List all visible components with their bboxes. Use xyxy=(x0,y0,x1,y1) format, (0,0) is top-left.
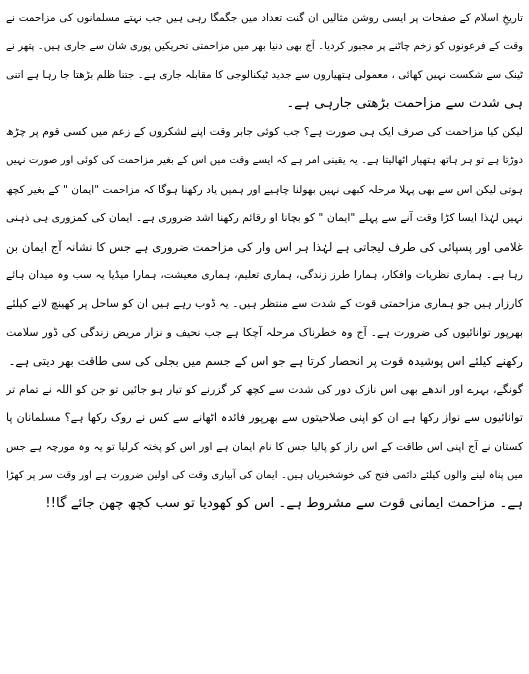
text-line: تاریخِ اسلام کے صفحات پر ایسی روشن مثالیں ان گنت تعداد میں جگمگا رہی ہیں جب نہتے مسلمانوں کی مزاحمت نے xyxy=(6,12,523,24)
text-line: توانائیوں سے نواز رکھا ہے ان کو اپنی صلاحیتوں سے بھرپور فائدہ اٹھانے سے کس نے روک رکھا ہے؟ مسلمانان پا xyxy=(6,411,523,425)
text-line: دوڑتا ہے تو ہر ہاتھ ہتھیار اٹھالیتا ہے۔ یہ یقینی امر ہے کہ ایسے وقت میں اس کے بغیر مزاحمت کی کوئی اور صورت نہیں xyxy=(6,154,523,166)
text-line: بھرپور توانائیوں کی ضرورت ہے۔ آج وہ خطرناک مرحلہ آچکا ہے جب نحیف و نزار مریض زندگی کی ڈور سلامت xyxy=(6,325,523,339)
text-line: نہیں لہٰذا ایسا کڑا وقت آنے سے پہلے "ایمان " کو بچانا او رقائم رکھنا اشد ضروری ہے۔ ایمان کی کمزوری ہی ذہنی xyxy=(6,211,523,225)
paragraph-history-of-resistance xyxy=(6,4,523,118)
text-line: وقت کے فرعونوں کو زخم چاٹنے پر مجبور کردیا۔ آج بھی دنیا بھر میں مزاحمتی تحریکیں پوری شان سے جاری ہیں۔ پتھر نے xyxy=(6,40,523,52)
text-line: میں پناہ لینے والوں کیلئے دائمی فتح کی خوشخبریاں ہیں۔ ایمان کی آبیاری وقت کی اولین ضرورت ہے اور وقت سر پر کھڑا xyxy=(6,469,523,481)
text-line: لیکن کیا مزاحمت کی صرف ایک ہی صورت ہے؟ جب کوئی جابر وقت اپنے لشکروں کے زعم میں کسی قوم پر چڑھ xyxy=(6,125,523,139)
text-line: ٹینک سے شکست نہیں کھائی ، معمولی ہتھیاروں سے جدید ٹیکنالوجی کا مقابلہ جاری ہے۔ جتنا ظلم بڑھتا جا رہا ہے اتنی xyxy=(6,69,523,82)
text-line: رہا ہے۔ ہماری نظریات وافکار، ہمارا طرز زندگی، ہماری تعلیم، ہماری معیشت، ہمارا میڈیا یہ سب وہ میدان ہائے xyxy=(6,269,523,282)
text-line: غلامی اور پسپائی کی طرف لیجاتی ہے لہٰذا ہر اس وار کی مزاحمت ضروری ہے جس کا نشانہ آج ایمان بن xyxy=(6,239,523,254)
text-line: ہے۔ مزاحمت ایمانی قوت سے مشروط ہے۔ اس کو کھودیا تو سب کچھ چھن جائے گا!! xyxy=(45,496,523,512)
text-line: کارزار ہیں جو ہماری مزاحمتی قوت کے شدت سے منتظر ہیں۔ یہ ڈوب رہے ہیں ان کو ساحل پر کھینچ لانے کیلئے xyxy=(6,296,523,310)
text-line: ہی شدت سے مزاحمت بڑھتی جارہی ہے۔ xyxy=(286,95,523,111)
paragraph-faith-as-resistance xyxy=(6,118,523,375)
text-line: کستان نے آج اپنی اس طاقت کے اس راز کو پالیا جس کا نام ایمان ہے اور اس کو پختہ کرلیا تو یہ وہ مورچہ ہے جس xyxy=(6,440,523,453)
text-line: گونگے، بہرے اور اندھے بھی اس نازک دور کی شدت سے کچھ کر گزرنے کو تیار ہو جائیں تو جن کو اللہ نے تمام تر xyxy=(6,382,523,396)
text-line: ہوتی لیکن اس سے بھی پہلا مرحلہ کبھی نہیں بھولنا چاہیے اور ہمیں یاد رکھنا ہوگا کہ مزاحمت "ایمان " کے بغیر کچھ xyxy=(6,183,523,196)
paragraph-call-to-faith xyxy=(6,376,523,519)
text-line: رکھنے کیلئے اس پوشیدہ قوت پر انحصار کرتا ہے جو اس کے جسم میں بجلی کی سی طاقت بھر دیتی ہے۔ xyxy=(8,354,523,369)
